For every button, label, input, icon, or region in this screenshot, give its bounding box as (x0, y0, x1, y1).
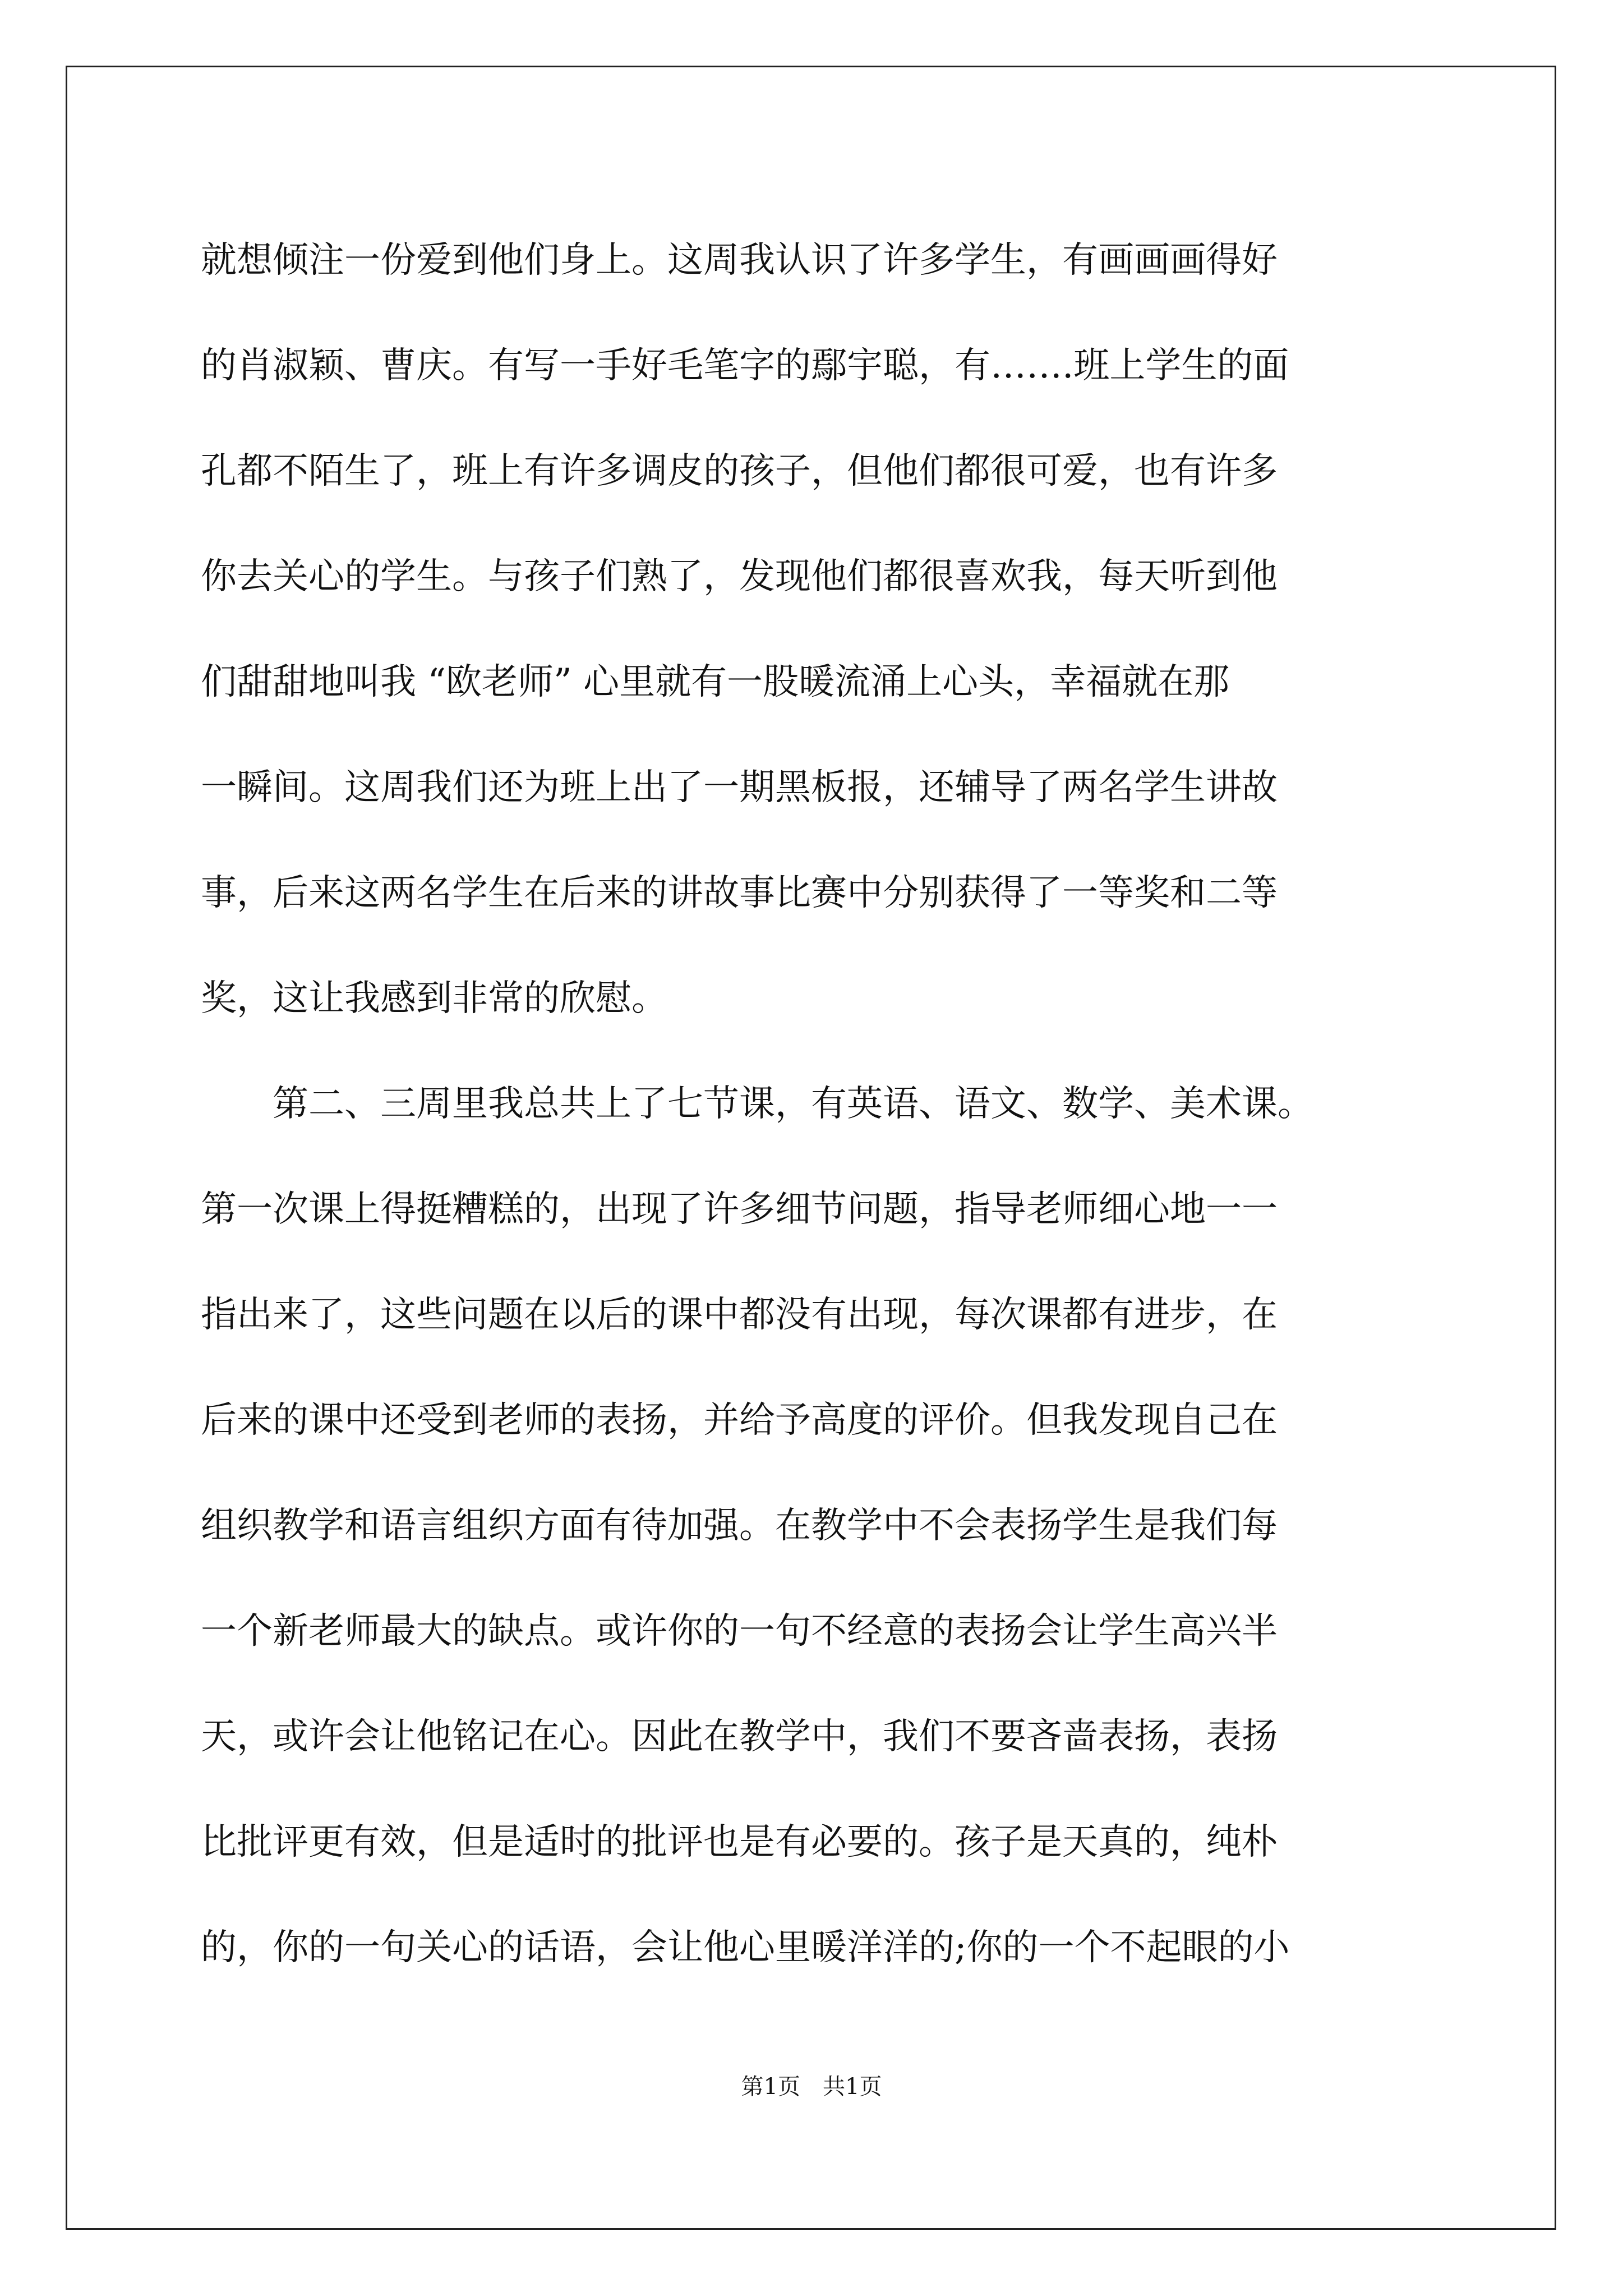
text-line: 你去关心的学生。与孩子们熟了，发现他们都很喜欢我，每天听到他 (201, 556, 1278, 597)
paragraph-start-line: 第二、三周里我总共上了七节课，有英语、语文、数学、美术课。 (201, 1083, 1313, 1125)
text-line: 一个新老师最大的缺点。或许你的一句不经意的表扬会让学生高兴半 (201, 1611, 1278, 1652)
text-line: 后来的课中还受到老师的表扬，并给予高度的评价。但我发现自己在 (201, 1400, 1278, 1441)
text-line: 一瞬间。这周我们还为班上出了一期黑板报，还辅导了两名学生讲故 (201, 767, 1278, 808)
text-line: 第一次课上得挺糟糕的，出现了许多细节问题，指导老师细心地一一 (201, 1189, 1278, 1230)
text-line: 比批评更有效，但是适时的批评也是有必要的。孩子是天真的，纯朴 (201, 1821, 1278, 1863)
page-number-label: 第1页 共1页 (741, 2074, 882, 2100)
page-footer (0, 2070, 1623, 2104)
text-line: 组织教学和语言组织方面有待加强。在教学中不会表扬学生是我们每 (201, 1505, 1278, 1547)
text-line: 就想倾注一份爱到他们身上。这周我认识了许多学生，有画画画得好 (201, 240, 1278, 281)
text-line: 的肖淑颖、曹庆。有写一手好毛笔字的鄢宇聪，有…….班上学生的面 (201, 345, 1289, 386)
text-line: 奖，这让我感到非常的欣慰。 (201, 978, 667, 1019)
text-line: 孔都不陌生了，班上有许多调皮的孩子，但他们都很可爱，也有许多 (201, 450, 1278, 492)
text-line: 指出来了，这些问题在以后的课中都没有出现，每次课都有进步，在 (201, 1294, 1278, 1336)
text-line: 事，后来这两名学生在后来的讲故事比赛中分别获得了一等奖和二等 (201, 872, 1278, 914)
text-line: 天，或许会让他铭记在心。因此在教学中，我们不要吝啬表扬，表扬 (201, 1716, 1278, 1757)
document-body (201, 208, 1439, 2000)
text-line: 们甜甜地叫我 “欧老师” 心里就有一股暖流涌上心头，幸福就在那 (201, 661, 1230, 703)
text-line: 的，你的一句关心的话语，会让他心里暖洋洋的;你的一个不起眼的小 (201, 1927, 1290, 1968)
